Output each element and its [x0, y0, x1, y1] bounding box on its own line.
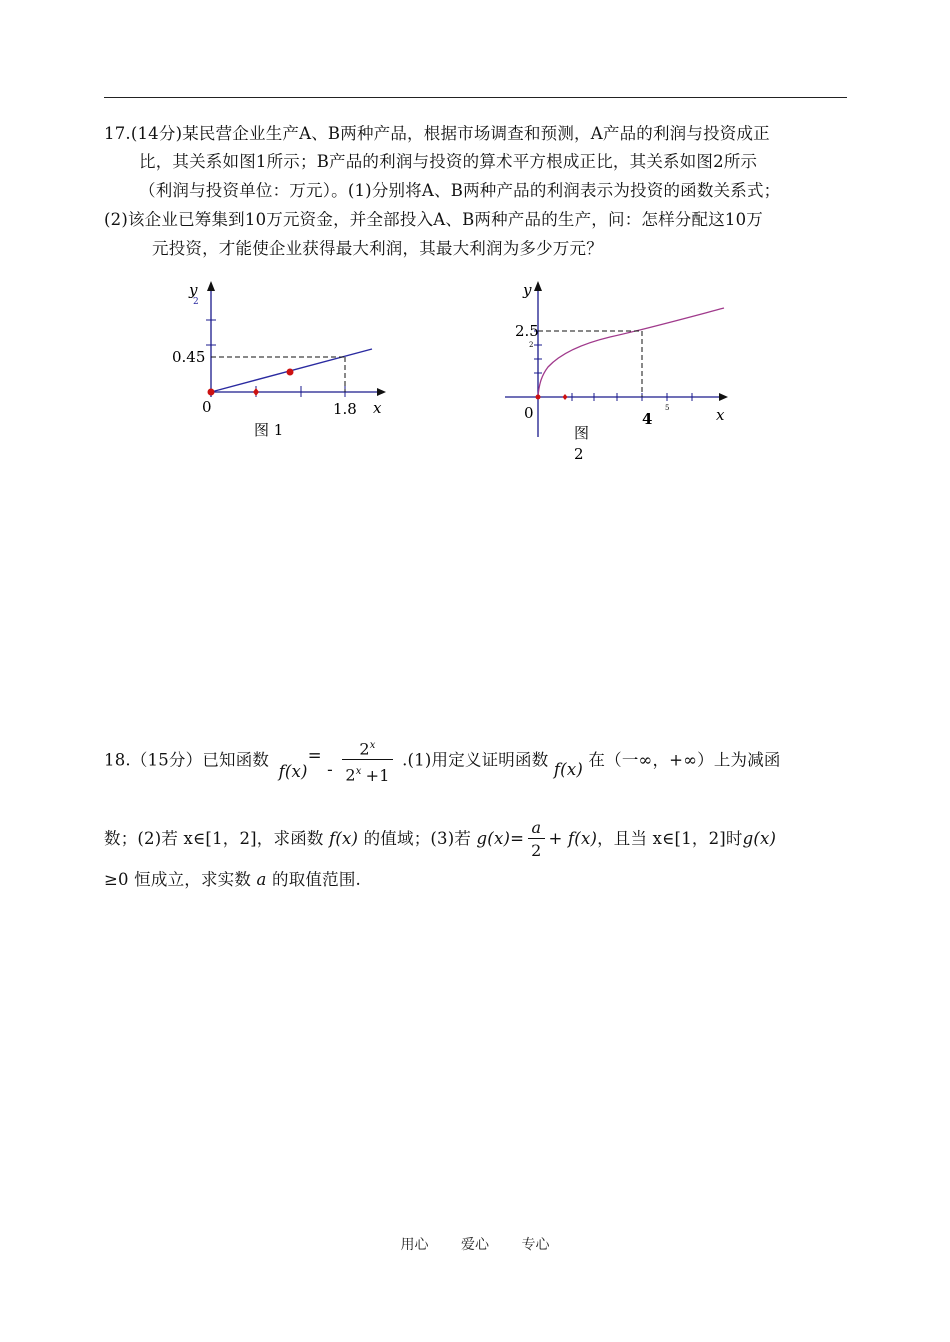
fig1-caption: 图 1 [254, 421, 284, 439]
q18-minus: - [327, 760, 333, 780]
fig1-y-small: 2 [193, 297, 199, 307]
figure-2 [500, 275, 740, 474]
q18-part1-tail: 在（一∞，+∞）上为减函 [588, 750, 781, 770]
q18-eq: = [307, 746, 322, 766]
fig1-origin: 0 [202, 398, 212, 416]
q18-a-over-2 [528, 818, 544, 861]
fig1-x-label: x [373, 399, 382, 417]
fig1-diamond-marker [253, 388, 259, 396]
q18-line3-b: 的取值范围. [272, 870, 361, 889]
fig2-caption-1: 图 [574, 424, 590, 442]
q18-fraction-den [342, 759, 392, 785]
q18-part1: .(1)用定义证明函数 [402, 750, 549, 770]
q17-line-4: (2)该企业已筹集到10万元资金，并全部投入A、B两种产品的生产，问：怎样分配这10万 [104, 210, 764, 229]
fig2-x-tick-label: 4 [642, 410, 653, 428]
q18-line-3 [104, 866, 361, 890]
q18-a-var: a [256, 870, 267, 889]
q18-line2-b: 的值域；(3)若 [363, 829, 472, 848]
fig1-y-label: y [189, 281, 198, 299]
q18-line-2 [104, 818, 776, 861]
figure-1-svg [168, 275, 398, 450]
q18-frac-den: 2 [528, 838, 544, 861]
q18-fx3: f(x) [329, 829, 359, 848]
fig2-x-label: x [716, 406, 725, 424]
fig2-origin: 0 [524, 404, 534, 422]
fig2-y-small: 2 [529, 341, 534, 349]
q18-line-1 [104, 736, 781, 786]
fig2-point-origin [536, 395, 541, 400]
footer-word-2: 爱心 [461, 1237, 489, 1253]
fig2-x-arrow [719, 393, 728, 401]
fig1-x-arrow [377, 388, 386, 396]
q18-gx: g(x) [476, 829, 511, 848]
fig2-diamond-marker [563, 394, 568, 400]
q18-fraction [342, 736, 392, 786]
fig1-y-arrow [207, 281, 215, 291]
fig2-x-small: 5 [665, 404, 670, 412]
fig2-y-label: y [523, 281, 532, 299]
fig1-point-origin [208, 389, 215, 396]
fig1-y-tick-label: 0.45 [172, 348, 206, 366]
q18-prefix: 18.（15分）已知函数 [104, 750, 270, 770]
q18-fx2: f(x) [553, 760, 583, 780]
fig2-sqrt-curve [538, 308, 724, 397]
page-footer [0, 1234, 950, 1254]
footer-word-1: 用心 [400, 1237, 429, 1253]
q18-line2-a: 数；(2)若 x∈[1，2]，求函数 [104, 829, 324, 848]
q18-den-exp: x [355, 766, 362, 778]
footer-word-3: 专心 [521, 1237, 550, 1253]
q17-line-3: （利润与投资单位：万元）。(1)分别将A、B两种产品的利润表示为投资的函数关系式； [139, 181, 781, 200]
q18-fx: f(x) [278, 762, 308, 782]
fig1-point [287, 369, 294, 376]
header-rule [104, 97, 847, 98]
q18-num-exp: x [369, 740, 376, 751]
q18-plus: + [548, 829, 563, 848]
q18-fraction-num [342, 736, 392, 759]
fig1-x-tick-label: 1.8 [333, 400, 357, 418]
figure-1 [168, 275, 398, 454]
q18-den-tail: +1 [365, 765, 390, 785]
q18-line2-c: ，且当 x∈[1，2]时 [597, 829, 743, 848]
fig2-y-tick-label: 2.5 [515, 322, 539, 340]
q18-line3-a: ≥0 恒成立，求实数 [104, 870, 252, 889]
q18-den-base: 2 [345, 765, 356, 785]
fig2-y-arrow [534, 281, 542, 291]
figure-2-svg [500, 275, 740, 470]
fig2-caption-2: 2 [574, 445, 584, 463]
q18-gx2: g(x) [742, 829, 777, 848]
q18-eq2: = [510, 829, 525, 848]
q18-num-base: 2 [359, 739, 370, 759]
q17-line-1: 17.(14分)某民营企业生产A、B两种产品，根据市场调查和预测，A产品的利润与投资成正 [104, 124, 770, 143]
q18-frac-num: a [531, 818, 542, 837]
q18-fx4: f(x) [568, 829, 598, 848]
q17-line-5: 元投资，才能使企业获得最大利润，其最大利润为多少万元？ [152, 239, 603, 258]
q17-line-2: 比，其关系如图1所示；B产品的利润与投资的算术平方根成正比，其关系如图2所示 [139, 152, 758, 171]
